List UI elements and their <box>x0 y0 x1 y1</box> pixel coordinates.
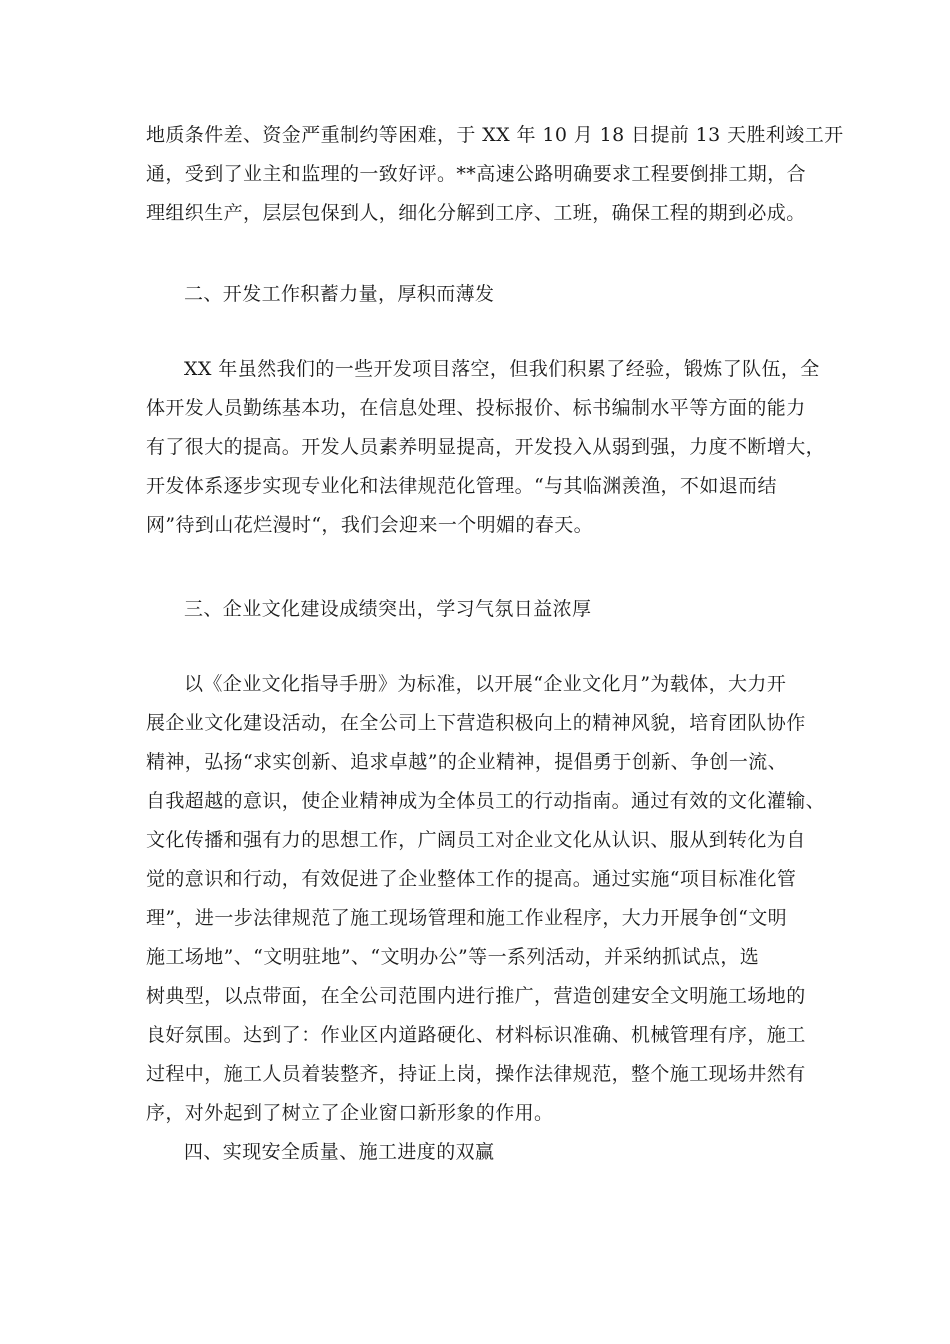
text-line: 树典型，以点带面，在全公司范围内进行推广，营造创建安全文明施工场地的 <box>146 985 806 1007</box>
section-heading-4: 四、实现安全质量、施工进度的双赢 <box>184 1141 495 1163</box>
text-line: 施工场地”、“文明驻地”、“文明办公”等一系列活动，并采纳抓试点，选 <box>146 946 760 968</box>
text-line: 以《企业文化指导手册》为标准，以开展“企业文化月”为载体，大力开 <box>184 673 787 695</box>
section-heading-2 <box>146 275 816 314</box>
text-line: 通，受到了业主和监理的一致好评。**高速公路明确要求工程要倒排工期，合 <box>146 163 807 185</box>
paragraph-corporate-culture <box>146 665 826 1172</box>
text-line: 良好氛围。达到了：作业区内道路硬化、材料标识准确、机械管理有序，施工 <box>146 1024 806 1046</box>
text-line: 理”，进一步法律规范了施工现场管理和施工作业程序，大力开展争创“文明 <box>146 907 788 929</box>
heading-text: 二、开发工作积蓄力量，厚积而薄发 <box>184 283 495 305</box>
section-heading-3 <box>146 590 816 629</box>
text-line: 觉的意识和行动，有效促进了企业整体工作的提高。通过实施“项目标准化管 <box>146 868 797 890</box>
text-line: 地质条件差、资金严重制约等困难，于 XX 年 10 月 18 日提前 13 天胜利竣工开 <box>146 124 844 146</box>
text-line: 序，对外起到了树立了企业窗口新形象的作用。 <box>146 1102 554 1124</box>
text-line: 网”待到山花烂漫时“，我们会迎来一个明媚的春天。 <box>146 514 594 536</box>
paragraph-development-work <box>146 350 826 545</box>
text-line: 有了很大的提高。开发人员素养明显提高，开发投入从弱到强，力度不断增大， <box>146 436 826 458</box>
text-line: 体开发人员勤练基本功，在信息处理、投标报价、标书编制水平等方面的能力 <box>146 397 806 419</box>
heading-text: 三、企业文化建设成绩突出，学习气氛日益浓厚 <box>184 598 592 620</box>
text-line: XX 年虽然我们的一些开发项目落空，但我们积累了经验，锻炼了队伍，全 <box>184 358 820 380</box>
text-line: 展企业文化建设活动，在全公司上下营造积极向上的精神风貌，培育团队协作 <box>146 712 806 734</box>
paragraph-completion-report <box>146 116 844 233</box>
text-line: 精神，弘扬“求实创新、追求卓越”的企业精神，提倡勇于创新、争创一流、 <box>146 751 788 773</box>
text-line: 自我超越的意识，使企业精神成为全体员工的行动指南。通过有效的文化灌输、 <box>146 790 826 812</box>
text-line: 文化传播和强有力的思想工作，广阔员工对企业文化从认识、服从到转化为自 <box>146 829 806 851</box>
text-line: 理组织生产，层层包保到人，细化分解到工序、工班，确保工程的期到必成。 <box>146 202 806 224</box>
text-line: 开发体系逐步实现专业化和法律规范化管理。“与其临渊羡渔，不如退而结 <box>146 475 777 497</box>
text-line: 过程中，施工人员着装整齐，持证上岗，操作法律规范，整个施工现场井然有 <box>146 1063 806 1085</box>
